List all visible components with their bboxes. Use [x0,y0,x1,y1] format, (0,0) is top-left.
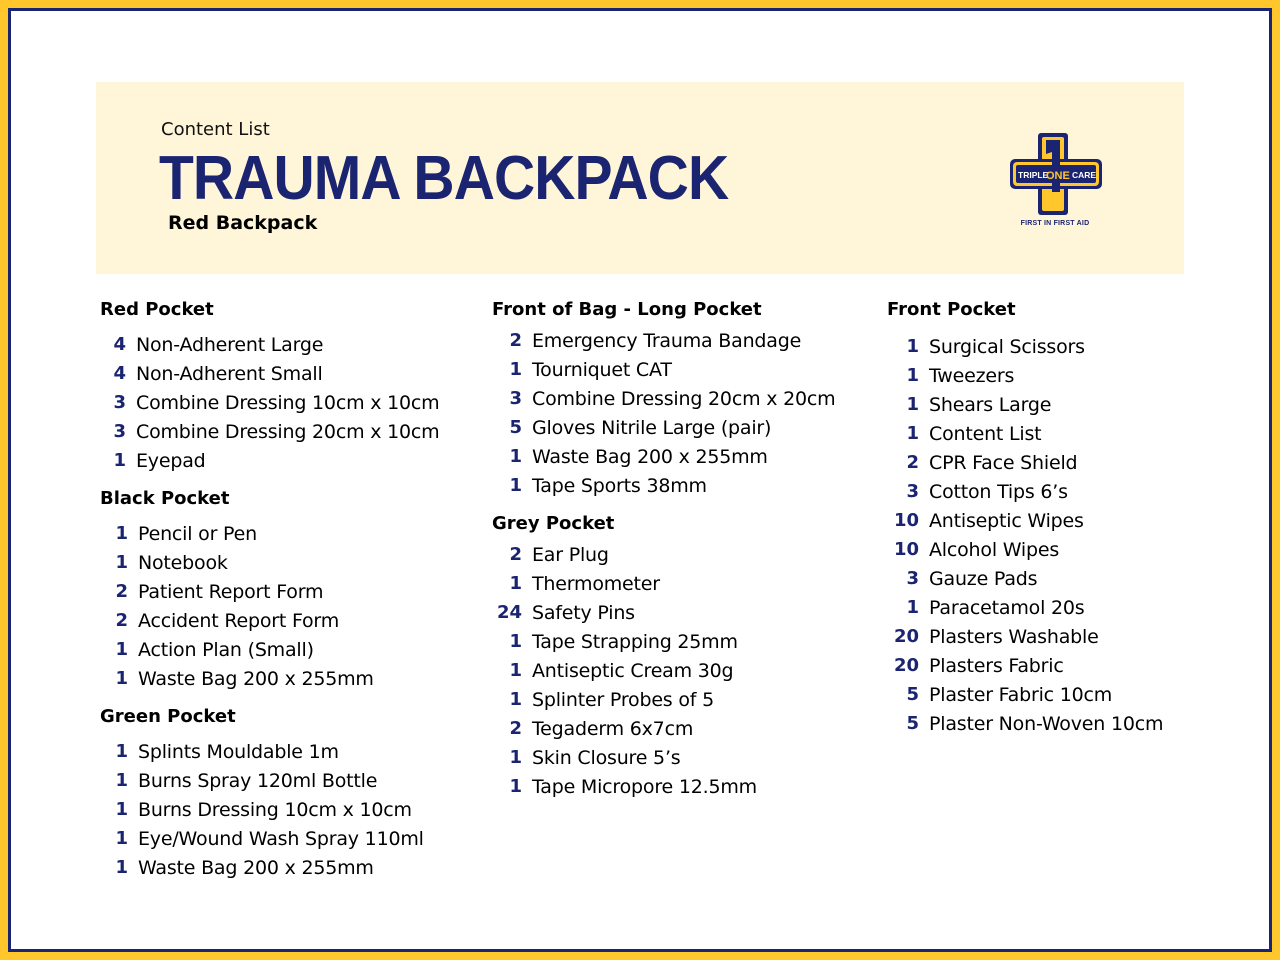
list-item [100,635,439,664]
section-grey-pocket [492,510,835,801]
list-item [887,651,1163,680]
item-list [100,330,439,475]
list-item [100,795,439,824]
item-label: CPR Face Shield [929,451,1078,474]
item-label: Tape Sports 38mm [532,474,707,497]
item-label: Combine Dressing 20cm x 10cm [136,420,440,443]
list-item [100,577,439,606]
item-label: Tape Strapping 25mm [532,630,738,653]
triple-one-care-logo-icon [1008,132,1104,232]
list-item [100,519,439,548]
list-item [887,390,1163,419]
item-label: Burns Spray 120ml Bottle [138,769,378,792]
section-front-pocket [887,296,1163,738]
list-item [100,824,439,853]
list-item [492,743,835,772]
list-item [492,627,835,656]
column-2 [492,296,835,811]
item-quantity: 1 [115,799,128,820]
item-list [492,540,835,801]
item-label: Skin Closure 5’s [532,746,681,769]
item-label: Content List [929,422,1042,445]
logo-tagline: FIRST IN FIRST AID [1020,220,1090,227]
list-item [100,737,439,766]
item-quantity: 1 [906,394,919,415]
section-title: Red Pocket [100,299,214,320]
document-subtitle: Content List [161,119,270,140]
item-label: Non-Adherent Large [136,333,324,356]
item-quantity: 1 [906,336,919,357]
list-item [100,388,439,417]
item-quantity: 1 [115,770,128,791]
list-item [887,332,1163,361]
item-quantity: 2 [115,610,128,631]
item-label: Shears Large [929,393,1052,416]
item-label: Emergency Trauma Bandage [532,329,802,352]
list-item [100,330,439,359]
item-quantity: 1 [115,828,128,849]
column-1 [100,296,439,892]
item-quantity: 1 [115,523,128,544]
list-item [492,355,835,384]
item-quantity: 5 [509,417,522,438]
item-quantity: 10 [893,510,919,531]
item-label: Safety Pins [532,601,635,624]
item-label: Gauze Pads [929,567,1038,590]
item-label: Notebook [138,551,228,574]
list-item [100,417,439,446]
svg-text:TRIPLE: TRIPLE [1018,170,1049,180]
item-label: Action Plan (Small) [138,638,314,661]
header-banner [96,82,1184,274]
section-title: Green Pocket [100,706,236,727]
list-item [100,664,439,693]
item-label: Tweezers [929,364,1015,387]
item-quantity: 1 [509,631,522,652]
item-quantity: 1 [115,857,128,878]
item-quantity: 2 [509,544,522,565]
list-item [887,448,1163,477]
item-quantity: 1 [509,359,522,380]
content-list-page [8,8,1272,952]
column-3 [887,296,1163,748]
item-quantity: 3 [113,392,126,413]
item-label: Waste Bag 200 x 255mm [138,856,374,879]
list-item [887,535,1163,564]
item-quantity: 1 [509,776,522,797]
item-label: Antiseptic Wipes [929,509,1084,532]
item-quantity: 3 [509,388,522,409]
item-label: Eye/Wound Wash Spray 110ml [138,827,424,850]
section-black-pocket [100,485,439,693]
item-label: Plaster Fabric 10cm [929,683,1113,706]
list-item [887,361,1163,390]
list-item [100,446,439,475]
item-quantity: 1 [509,573,522,594]
list-item [887,477,1163,506]
item-quantity: 10 [893,539,919,560]
svg-text:CARE: CARE [1072,170,1097,180]
item-label: Combine Dressing 10cm x 10cm [136,391,440,414]
item-label: Surgical Scissors [929,335,1085,358]
item-quantity: 1 [906,423,919,444]
item-label: Tourniquet CAT [532,358,672,381]
item-label: Accident Report Form [138,609,340,632]
list-item [887,419,1163,448]
item-quantity: 1 [906,597,919,618]
item-quantity: 1 [509,446,522,467]
item-quantity: 24 [496,602,522,623]
list-item [100,359,439,388]
item-quantity: 3 [113,421,126,442]
item-quantity: 3 [906,568,919,589]
item-quantity: 2 [509,330,522,351]
list-item [492,384,835,413]
list-item [492,714,835,743]
svg-text:ONE: ONE [1046,170,1070,182]
item-quantity: 4 [113,363,126,384]
item-quantity: 1 [509,475,522,496]
item-quantity: 1 [113,450,126,471]
item-quantity: 1 [115,741,128,762]
item-quantity: 5 [906,713,919,734]
item-label: Eyepad [136,449,206,472]
backpack-variant: Red Backpack [168,212,318,234]
list-item [492,598,835,627]
item-label: Waste Bag 200 x 255mm [138,667,374,690]
item-list [887,332,1163,738]
item-label: Non-Adherent Small [136,362,323,385]
item-label: Cotton Tips 6’s [929,480,1068,503]
item-quantity: 2 [115,581,128,602]
section-title: Front of Bag - Long Pocket [492,299,762,320]
item-label: Alcohol Wipes [929,538,1060,561]
item-label: Plaster Non-Woven 10cm [929,712,1164,735]
item-list [100,519,439,693]
item-quantity: 2 [906,452,919,473]
item-quantity: 3 [906,481,919,502]
item-quantity: 1 [509,689,522,710]
item-quantity: 1 [509,747,522,768]
section-green-pocket [100,703,439,882]
item-label: Waste Bag 200 x 255mm [532,445,768,468]
item-label: Plasters Washable [929,625,1099,648]
item-label: Patient Report Form [138,580,324,603]
list-item [492,772,835,801]
item-quantity: 1 [115,639,128,660]
list-item [887,506,1163,535]
item-label: Combine Dressing 20cm x 20cm [532,387,836,410]
item-quantity: 1 [115,552,128,573]
section-red-pocket [100,296,439,475]
list-item [100,606,439,635]
item-list [492,326,835,500]
item-label: Splints Mouldable 1m [138,740,339,763]
section-title: Grey Pocket [492,513,615,534]
item-list [100,737,439,882]
section-title: Black Pocket [100,488,230,509]
item-label: Gloves Nitrile Large (pair) [532,416,772,439]
item-label: Burns Dressing 10cm x 10cm [138,798,412,821]
list-item [492,656,835,685]
item-label: Thermometer [532,572,660,595]
list-item [492,569,835,598]
section-front-of-bag-long-pocket [492,296,835,500]
item-label: Tegaderm 6x7cm [532,717,694,740]
section-title: Front Pocket [887,299,1016,320]
item-label: Splinter Probes of 5 [532,688,714,711]
list-item [887,680,1163,709]
item-label: Plasters Fabric [929,654,1064,677]
list-item [492,442,835,471]
list-item [492,471,835,500]
item-quantity: 1 [115,668,128,689]
list-item [887,709,1163,738]
list-item [492,540,835,569]
list-item [100,766,439,795]
item-quantity: 20 [893,626,919,647]
list-item [492,685,835,714]
list-item [887,564,1163,593]
item-quantity: 5 [906,684,919,705]
item-label: Ear Plug [532,543,609,566]
item-quantity: 2 [509,718,522,739]
item-label: Tape Micropore 12.5mm [532,775,757,798]
list-item [492,326,835,355]
list-item [887,593,1163,622]
list-item [100,853,439,882]
list-item [887,622,1163,651]
item-quantity: 1 [509,660,522,681]
item-quantity: 4 [113,334,126,355]
item-quantity: 1 [906,365,919,386]
page-title: TRAUMA BACKPACK [159,144,729,213]
item-label: Paracetamol 20s [929,596,1085,619]
item-quantity: 20 [893,655,919,676]
item-label: Pencil or Pen [138,522,257,545]
list-item [492,413,835,442]
item-label: Antiseptic Cream 30g [532,659,734,682]
list-item [100,548,439,577]
